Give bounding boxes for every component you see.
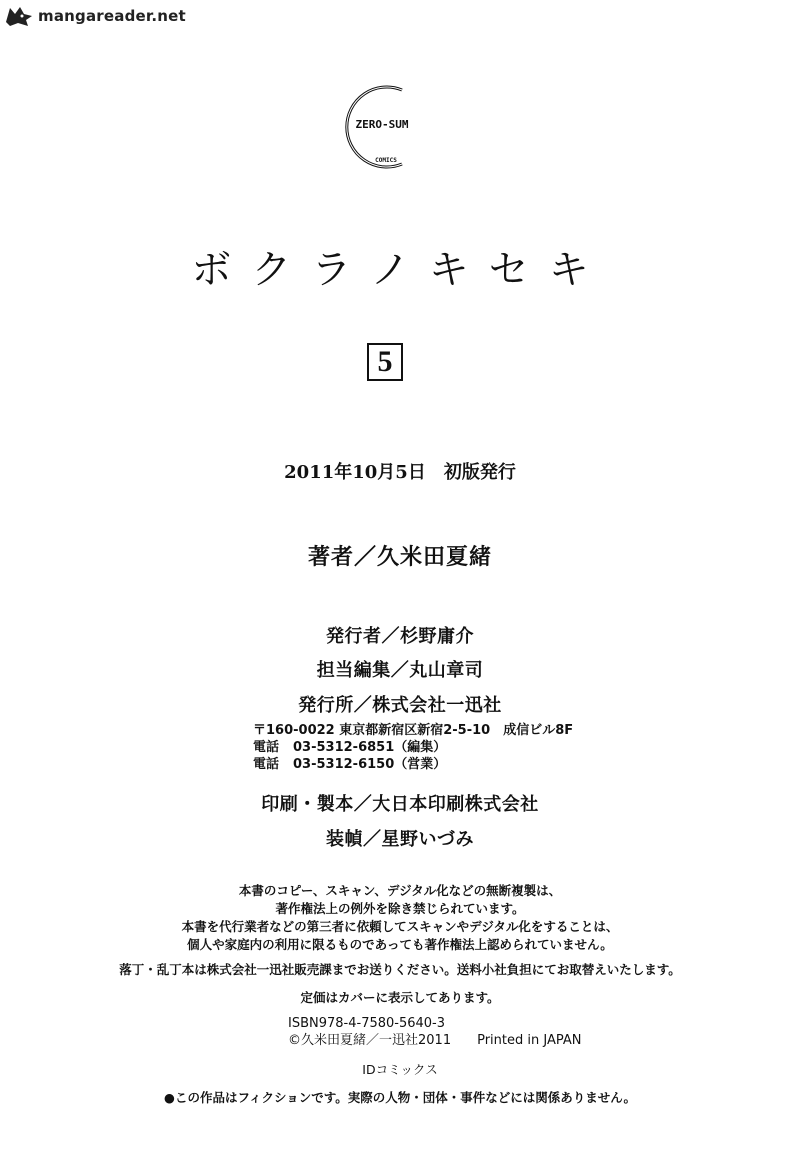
printing-credit: 印刷・製本／大日本印刷株式会社 bbox=[261, 794, 539, 815]
editor-credit: 担当編集／丸山章司 bbox=[316, 660, 484, 681]
notice-line: 個人や家庭内の利用に限るものであっても著作権法上認められていません。 bbox=[187, 937, 613, 952]
phone-value: 03-5312-6851（編集） bbox=[293, 740, 447, 755]
phone-sales bbox=[253, 756, 573, 773]
notice-line: 本書のコピー、スキャン、デジタル化などの無断複製は、 bbox=[238, 883, 562, 898]
fiction-disclaimer: ●この作品はフィクションです。実際の人物・団体・事件などには関係ありません。 bbox=[164, 1090, 636, 1105]
publisher-address-block bbox=[253, 722, 573, 773]
exchange-notice: 落丁・乱丁本は株式会社一迅社販売課までお送りください。送料小社負担にてお取替えいたします。 bbox=[119, 962, 681, 977]
publisher-person-credit: 発行者／杉野庸介 bbox=[326, 626, 474, 647]
volume-number: 5 bbox=[367, 343, 403, 381]
isbn: ISBN978-4-7580-5640-3 bbox=[288, 1016, 446, 1031]
notice-line: 著作権法上の例外を除き禁じられています。 bbox=[275, 901, 525, 916]
logo-line2: COMICS bbox=[375, 157, 397, 164]
wolf-head-icon bbox=[4, 4, 34, 28]
author-credit: 著者／久米田夏緒 bbox=[307, 545, 492, 570]
phone-editorial bbox=[253, 739, 573, 756]
isbn-block bbox=[288, 1015, 582, 1049]
phone-label: 電話 bbox=[253, 757, 280, 772]
watermark-text: mangareader.net bbox=[38, 7, 186, 25]
publisher-credit: 発行所／株式会社一迅社 bbox=[298, 695, 502, 716]
logo-line1: ZERO-SUM bbox=[355, 118, 409, 131]
phone-value: 03-5312-6150（営業） bbox=[293, 757, 447, 772]
imprint-label: IDコミックス bbox=[362, 1062, 438, 1077]
watermark bbox=[4, 4, 186, 28]
zero-sum-comics-logo bbox=[330, 82, 440, 172]
address: 〒160-0022 東京都新宿区新宿2-5-10 成信ビル8F bbox=[253, 723, 574, 738]
price-notice: 定価はカバーに表示してあります。 bbox=[300, 990, 500, 1005]
publication-date: 2011年10月5日 初版発行 bbox=[284, 462, 516, 483]
copyright-line bbox=[288, 1032, 582, 1049]
copyright: ©久米田夏緒／一迅社2011 bbox=[288, 1033, 452, 1048]
copyright-notice bbox=[0, 882, 800, 954]
notice-line: 本書を代行業者などの第三者に依頼してスキャンやデジタル化をすることは、 bbox=[181, 919, 619, 934]
printed-in: Printed in JAPAN bbox=[477, 1033, 582, 1048]
book-title: ボクラノキセキ bbox=[191, 247, 609, 293]
phone-label: 電話 bbox=[253, 740, 280, 755]
design-credit: 装幀／星野いづみ bbox=[326, 829, 474, 850]
